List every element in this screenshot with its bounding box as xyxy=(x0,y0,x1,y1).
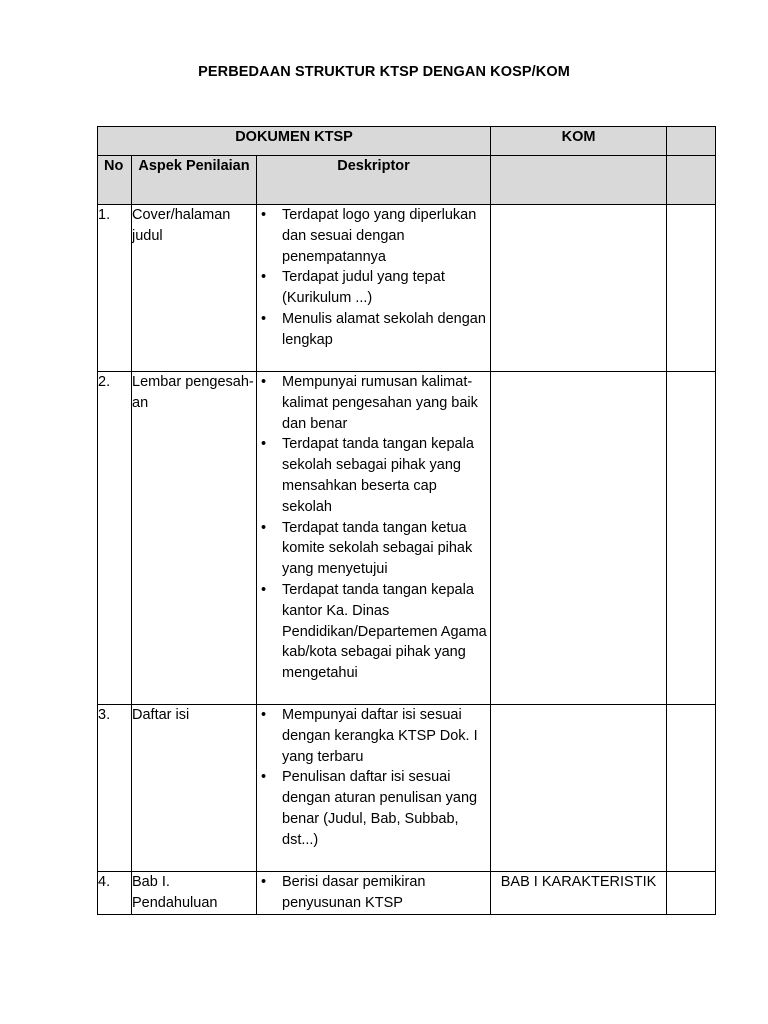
row-extra xyxy=(667,705,716,872)
row-number: 2. xyxy=(98,372,132,705)
deskriptor-list xyxy=(257,872,490,914)
header-extra xyxy=(667,127,716,156)
row-aspek: Lembar pengesah-an xyxy=(132,372,257,705)
deskriptor-item: • Mempunyai rumusan kalimat-kalimat pengesahan yang baik dan benar xyxy=(282,372,490,434)
table-header-row xyxy=(98,156,716,205)
row-extra xyxy=(667,372,716,705)
row-deskriptor xyxy=(257,705,491,872)
row-aspek: Bab I. Pendahuluan xyxy=(132,872,257,915)
deskriptor-item: • Menulis alamat sekolah dengan lengkap xyxy=(282,309,490,351)
deskriptor-item: • Mempunyai daftar isi sesuai dengan kerangka KTSP Dok. I yang terbaru xyxy=(282,705,490,767)
document-title: PERBEDAAN STRUKTUR KTSP DENGAN KOSP/KOM xyxy=(198,64,570,80)
deskriptor-item: • Berisi dasar pemikiran penyusunan KTSP xyxy=(282,872,490,914)
row-kom xyxy=(491,372,667,705)
table-row xyxy=(98,372,716,705)
table-header-group-row xyxy=(98,127,716,156)
deskriptor-list xyxy=(257,205,490,351)
row-deskriptor xyxy=(257,205,491,372)
deskriptor-list xyxy=(257,372,490,684)
header-dokumen-ktsp: DOKUMEN KTSP xyxy=(98,127,491,156)
deskriptor-item: • Terdapat tanda tangan kepala sekolah sebagai pihak yang mensahkan beserta cap sekolah xyxy=(282,434,490,517)
row-deskriptor xyxy=(257,872,491,915)
deskriptor-item: • Terdapat tanda tangan kepala kantor Ka. Dinas Pendidikan/Departemen Agama kab/kota sebagai pihak yang mengetahui xyxy=(282,580,490,684)
deskriptor-item: • Terdapat judul yang tepat (Kurikulum ...) xyxy=(282,267,490,309)
row-deskriptor xyxy=(257,372,491,705)
row-aspek: Daftar isi xyxy=(132,705,257,872)
header-kom: KOM xyxy=(491,127,667,156)
row-kom xyxy=(491,205,667,372)
comparison-table xyxy=(97,126,716,915)
row-kom xyxy=(491,705,667,872)
table-row xyxy=(98,872,716,915)
deskriptor-item: • Penulisan daftar isi sesuai dengan aturan penulisan yang benar (Judul, Bab, Subbab, dst...) xyxy=(282,767,490,850)
row-kom: BAB I KARAKTERISTIK xyxy=(491,872,667,915)
row-extra xyxy=(667,205,716,372)
row-number: 3. xyxy=(98,705,132,872)
deskriptor-list xyxy=(257,705,490,851)
header-kom-empty xyxy=(491,156,667,205)
table-row xyxy=(98,705,716,872)
header-deskriptor: Deskriptor xyxy=(257,156,491,205)
header-aspek: Aspek Penilaian xyxy=(132,156,257,205)
table-row xyxy=(98,205,716,372)
deskriptor-item: • Terdapat tanda tangan ketua komite sekolah sebagai pihak yang menyetujui xyxy=(282,518,490,580)
header-no: No xyxy=(98,156,132,205)
row-number: 1. xyxy=(98,205,132,372)
row-aspek: Cover/halaman judul xyxy=(132,205,257,372)
header-extra-empty xyxy=(667,156,716,205)
row-number: 4. xyxy=(98,872,132,915)
deskriptor-item: • Terdapat logo yang diperlukan dan sesuai dengan penempatannya xyxy=(282,205,490,267)
row-extra xyxy=(667,872,716,915)
